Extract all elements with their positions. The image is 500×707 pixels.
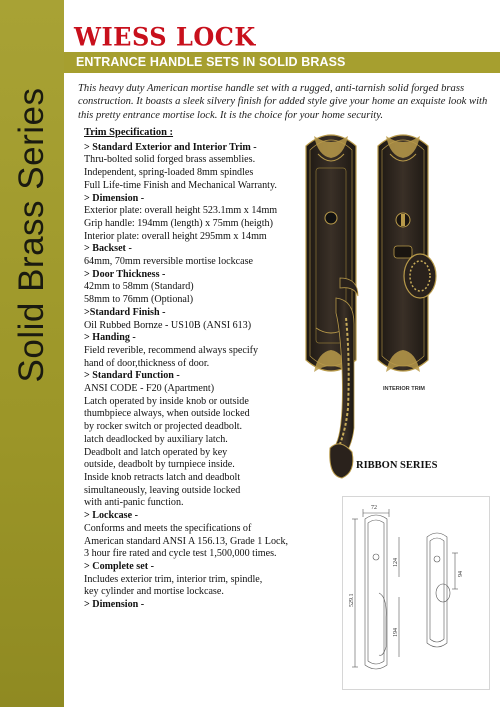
spec-line: by rocker switch or projected deadbolt.	[84, 421, 243, 433]
spec-line: Independent, spring-loaded 8mm spindles	[84, 167, 254, 179]
spec-section-heading: > Backset -	[84, 243, 132, 255]
spec-section-heading: > Lockcase -	[84, 510, 138, 522]
dim-inner-b: 94	[458, 571, 464, 577]
spec-line: thumbpiece always, when outside locked	[84, 408, 250, 420]
spec-line: Interior plate: overall height 295mm x 14mm	[84, 230, 267, 242]
spec-heading: Trim Specification :	[84, 127, 174, 138]
spec-line: simultaneously, leaving outside locked	[84, 484, 241, 496]
series-vertical-title: Solid Brass Series	[12, 87, 51, 383]
brand-logo: WIESS LOCK	[74, 21, 256, 52]
spec-section-heading: > Complete set -	[84, 560, 154, 572]
series-caption: RIBBON SERIES	[356, 460, 438, 471]
interior-trim-caption: INTERIOR TRIM	[383, 386, 425, 392]
spec-line: ANSI CODE - F20 (Apartment)	[84, 383, 215, 395]
spec-line: Oil Rubbed Bornze - US10B (ANSI 613)	[84, 319, 252, 331]
spec-line: Includes exterior trim, interior trim, spindle,	[84, 573, 263, 585]
dim-overall: 529.1	[349, 593, 355, 607]
spec-line: latch deadlocked by auxiliary latch.	[84, 433, 228, 445]
spec-line: key cylinder and mortise lockcase.	[84, 586, 224, 598]
spec-line: Field reverible, recommend always specify	[84, 344, 259, 356]
spec-line: Latch operated by inside knob or outside	[84, 395, 249, 407]
spec-line: 42mm to 58mm (Standard)	[84, 281, 194, 293]
spec-line: outside, deadbolt by turnpiece inside.	[84, 459, 235, 471]
spec-line: 64mm, 70mm reversible mortise lockcase	[84, 256, 254, 268]
spec-line: Thru-bolted solid forged brass assemblies.	[84, 154, 256, 166]
spec-line: Grip handle: 194mm (length) x 75mm (heigth)	[84, 217, 273, 229]
technical-drawing	[343, 497, 489, 689]
spec-section-heading: > Door Thickness -	[84, 268, 166, 280]
spec-section-heading: >Standard Finish -	[84, 306, 166, 318]
spec-line: 3 hour fire rated and cycle test 1,500,000 times.	[84, 548, 277, 560]
banner-title: ENTRANCE HANDLE SETS IN SOLID BRASS	[76, 55, 346, 69]
spec-section-heading: > Dimension -	[84, 192, 145, 204]
technical-drawing-frame	[342, 496, 490, 690]
interior-trim-image	[368, 128, 438, 378]
spec-section-heading: > Handing -	[84, 332, 136, 344]
intro-paragraph: This heavy duty American mortise handle set with a rugged, anti-tarnish solid forged brass construction. It boasts a sleek silvery finish for added style give your home an exquiste look with this pretty entrance mortise lock. It is the choice for your home security.	[78, 83, 488, 121]
spec-line: hand of door,thickness of door.	[84, 357, 210, 369]
dim-grip: 194	[393, 628, 399, 637]
dim-width-top: 72	[371, 505, 377, 511]
spec-line: Inside knob retracts latch and deadbolt	[84, 471, 241, 483]
exterior-trim-image	[296, 128, 366, 488]
spec-line: with anti-panic function.	[84, 497, 184, 509]
spec-line: Exterior plate: overall height 523.1mm x 14mm	[84, 205, 278, 217]
spec-line: American standard ANSI A 156.13, Grade 1 Lock,	[84, 535, 289, 547]
sidebar	[0, 0, 64, 707]
spec-section-heading: > Standard Function -	[84, 370, 180, 382]
spec-section-heading: > Standard Exterior and Interior Trim -	[84, 141, 257, 153]
spec-line: Deadbolt and latch operated by key	[84, 446, 228, 458]
spec-section-heading: > Dimension -	[84, 599, 145, 611]
spec-line: Full Life-time Finish and Mechanical Warranty.	[84, 179, 277, 191]
spec-line: 58mm to 76mm (Optional)	[84, 294, 194, 306]
dim-inner-a: 124	[393, 558, 399, 567]
spec-line: Conforms and meets the specifications of	[84, 522, 252, 534]
